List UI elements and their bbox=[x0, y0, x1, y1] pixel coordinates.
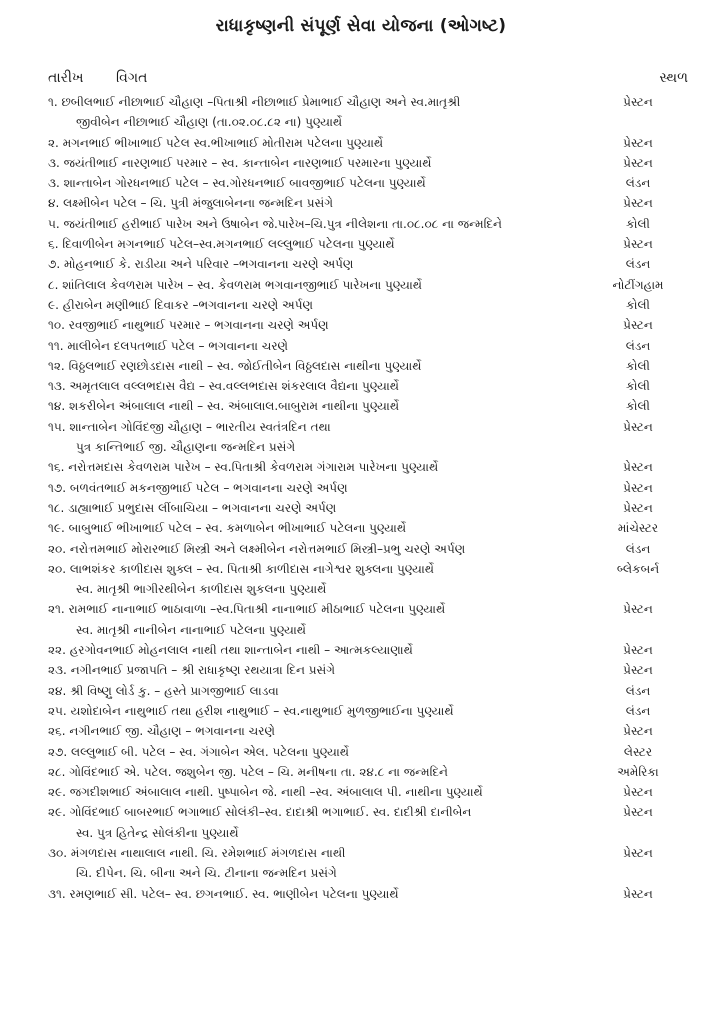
entry-number: ૩૦. bbox=[48, 845, 68, 860]
entry-text: શાન્તાબેન ગોવિંદજી ચૌહાણ – ભારતીય સ્વતંત્રદિન તથા bbox=[69, 419, 331, 434]
entry-place: પ્રેસ્ટન bbox=[623, 155, 653, 170]
entry-number: ૧૩. bbox=[48, 379, 66, 394]
entry-number: ૨૩. bbox=[48, 663, 67, 678]
entry-place: પ્રેસ્ટન bbox=[623, 196, 653, 211]
entry-place: પ્રેસ્ટન bbox=[623, 602, 653, 617]
entry-text: રમણભાઈ સી. પટેલ– સ્વ. છગનભાઈ. સ્વ. ભાણીબેન પટેલના પુણ્યાર્થે bbox=[69, 886, 399, 901]
entry-text: બળવંતભાઈ મકનજીભાઈ પટેલ – ભગવાનના ચરણે અર્પણ bbox=[69, 480, 348, 495]
entry-text: બાબુભાઈ ભીખાભાઈ પટેલ – સ્વ. કમળાબેન ભીખાભાઈ પટેલના પુણ્યાર્થે bbox=[68, 521, 407, 536]
list-item bbox=[48, 660, 688, 680]
entry-continuation: ચિ. દીપેન. ચિ. બીના અને ચિ. ટીનાના જન્મદિન પ્રસંગે bbox=[76, 866, 337, 881]
list-item bbox=[48, 762, 688, 782]
entry-number: ૮. bbox=[48, 277, 59, 292]
list-item bbox=[48, 193, 688, 213]
list-item bbox=[48, 599, 688, 640]
list-item bbox=[48, 376, 688, 396]
entry-number: ૪. bbox=[48, 196, 60, 211]
entry-number: ૨૬. bbox=[48, 724, 66, 739]
entry-place: પ્રેસ્ટન bbox=[623, 500, 653, 515]
list-item bbox=[48, 295, 688, 315]
table-header bbox=[48, 70, 688, 90]
entry-place: પ્રેસ્ટન bbox=[623, 845, 653, 860]
list-item bbox=[48, 782, 688, 802]
list-item bbox=[48, 701, 688, 721]
entry-text: જગદીશભાઈ અંબાલાલ નાથી. પુષ્પાબેન જે. નાથી –સ્વ. અંબાલાલ પી. નાથીના પુણ્યાર્થે bbox=[69, 785, 483, 800]
entry-text: મંગળદાસ નાથાલાલ નાથી. ચિ. રમેશભાઈ મંગળદાસ નાથી bbox=[70, 845, 346, 860]
entry-text: લાભશંકર કાળીદાસ શુક્લ – સ્વ. પિતાશ્રી કાળીદાસ નાગેશ્વર શુક્લના પુણ્યાર્થે bbox=[69, 561, 434, 576]
entry-text: વિઠ્ઠલભાઈ રણછોડદાસ નાથી – સ્વ. જોઈતીબેન વિઠ્ઠલદાસ નાથીના પુણ્યાર્થે bbox=[68, 358, 422, 373]
entry-number: ૭. bbox=[48, 257, 61, 272]
list-item bbox=[48, 396, 688, 416]
entry-text: હરગોવનભાઈ મોહનલાલ નાથી તથા શાન્તાબેન નાથી – આત્મકલ્યાણાર્થે bbox=[69, 643, 413, 658]
header-detail: વિગત bbox=[116, 70, 148, 86]
list-item bbox=[48, 254, 688, 274]
entry-number: ૧૦. bbox=[48, 318, 65, 333]
entry-number: ૧. bbox=[48, 95, 58, 109]
list-item bbox=[48, 518, 688, 538]
entry-text: શાન્તાબેન ગોરધનભાઈ પટેલ – સ્વ.ગોરધનભાઈ બાવજીભાઈ પટેલના પુણ્યાર્થે bbox=[63, 176, 426, 191]
entry-place: કોલી bbox=[626, 358, 650, 373]
entry-text: ગોવિંદભાઈ એ. પટેલ. જશુબેન જી. પટેલ – ચિ. મનીષના તા. ૨૪.૮ ના જન્મદિને bbox=[69, 764, 448, 779]
list-item bbox=[48, 234, 688, 254]
entry-place: પ્રેસ્ટન bbox=[623, 886, 653, 901]
entry-text: ડાહ્યાભાઈ પ્રભુદાસ લીંબાચિયા – ભગવાનના ચરણે અર્પણ bbox=[68, 500, 337, 515]
entry-place: પ્રેસ્ટન bbox=[623, 95, 653, 109]
entry-number: ૩. bbox=[48, 155, 60, 170]
entry-text: માલીબેન દલપતભાઈ પટેલ – ભગવાનના ચરણે bbox=[67, 338, 289, 353]
entry-text: નરોત્તમભાઈ મોરારભાઈ મિસ્ત્રી અને લક્ષ્મીબેન નરોત્તમભાઈ મિસ્ત્રી–પ્રભુ ચરણે અર્પણ bbox=[69, 541, 466, 556]
entry-number: ૨૦. bbox=[48, 561, 67, 576]
entry-text: છબીલભાઈ નીછાભાઈ ચૌહાણ –પિતાશ્રી નીછાભાઈ પ્રેમાભાઈ ચૌહાણ અને સ્વ.માતૃશ્રી bbox=[61, 95, 461, 109]
entry-text: મગનભાઈ ભીખાભાઈ પટેલ સ્વ.ભીખાભાઈ મોતીરામ પટેલના પુણ્યાર્થે bbox=[62, 135, 384, 150]
entry-number: ૧૧. bbox=[48, 338, 64, 353]
entry-place: પ્રેસ્ટન bbox=[623, 724, 653, 739]
entry-number: ૧૪. bbox=[48, 399, 66, 414]
list-item bbox=[48, 336, 688, 356]
entry-place: લંડન bbox=[625, 541, 651, 556]
list-item bbox=[48, 133, 688, 153]
entry-place: કોલી bbox=[626, 297, 650, 312]
entry-number: ૬. bbox=[48, 237, 59, 252]
list-item bbox=[48, 275, 688, 295]
entry-continuation: જીવીબેન નીછાભાઈ ચૌહાણ (તા.૦૨.૦૮.૮૨ ના) પુણ્યાર્થે bbox=[76, 115, 343, 130]
list-item bbox=[48, 884, 688, 904]
entry-text: રવજીભાઈ નાથુભાઈ પરમાર – ભગવાનના ચરણે અર્પણ bbox=[68, 318, 329, 333]
entry-place: પ્રેસ્ટન bbox=[623, 460, 653, 475]
entry-number: ૨૭. bbox=[48, 744, 68, 759]
entry-place: લેસ્ટર bbox=[623, 744, 653, 759]
list-item bbox=[48, 92, 688, 133]
entry-place: પ્રેસ્ટન bbox=[623, 237, 653, 252]
list-item bbox=[48, 681, 688, 701]
entry-text: દિવાળીબેન મગનભાઈ પટેલ–સ્વ.મગનભાઈ લલ્લુભાઈ પટેલના પુણ્યાર્થે bbox=[62, 237, 395, 252]
list-item bbox=[48, 802, 688, 843]
entry-place: લંડન bbox=[625, 257, 651, 272]
page-title: રાધાકૃષ્ણની સંપૂર્ણ સેવા યોજના (ઓગષ્ટ) bbox=[215, 16, 507, 36]
entry-text: મોહનભાઈ કે. રાડીયા અને પરિવાર –ભગવાનના ચરણે અર્પણ bbox=[63, 257, 354, 272]
list-item bbox=[48, 843, 688, 884]
header-date: તારીખ bbox=[48, 70, 84, 86]
entry-continuation: સ્વ. પુત્ર હિતેન્દ્ર સોલંકીના પુણ્યાર્થે bbox=[76, 825, 239, 840]
entry-continuation: સ્વ. માતૃશ્રી ભાગીરથીબેન કાળીદાસ શુકલના પુણ્યાર્થે bbox=[76, 582, 327, 597]
entry-place: કોલી bbox=[626, 216, 650, 231]
list-item bbox=[48, 478, 688, 498]
list-item bbox=[48, 640, 688, 660]
list-item bbox=[48, 457, 688, 477]
entry-number: ૨૨. bbox=[48, 643, 66, 658]
list-item bbox=[48, 742, 688, 762]
list-item bbox=[48, 721, 688, 741]
entry-place: પ્રેસ્ટન bbox=[623, 805, 653, 820]
list-item bbox=[48, 214, 688, 234]
entry-number: ૧૭. bbox=[48, 480, 67, 495]
list-item bbox=[48, 539, 688, 559]
entry-text: નગીનભાઈ જી. ચૌહાણ – ભગવાનના ચરણે bbox=[69, 724, 275, 739]
entry-place: કોલી bbox=[626, 379, 650, 394]
entry-number: ૨. bbox=[48, 135, 59, 150]
entry-place: અમેરિકા bbox=[617, 764, 659, 779]
entry-place: લંડન bbox=[625, 683, 651, 698]
entry-number: ૧૬. bbox=[48, 460, 65, 475]
entry-place: પ્રેસ્ટન bbox=[623, 643, 653, 658]
entry-text: યશોદાબેન નાથુભાઈ તથા હરીશ નાથુભાઈ – સ્વ.નાથુભાઈ મુળજીભાઈના પુણ્યાર્થે bbox=[70, 703, 454, 718]
entry-number: ૧૯. bbox=[48, 521, 65, 536]
entry-number: ૧૮. bbox=[48, 500, 65, 515]
list-item bbox=[48, 356, 688, 376]
entry-number: ૯. bbox=[48, 297, 59, 312]
entry-number: ૩. bbox=[48, 176, 60, 191]
entry-text: શાંતિલાલ કેવળરામ પારેખ – સ્વ. કેવળરામ ભગવાનજીભાઈ પારેખના પુણ્યાર્થે bbox=[62, 277, 423, 292]
list-item bbox=[48, 417, 688, 458]
entry-place: બ્લેકબર્ન bbox=[616, 561, 660, 576]
entry-text: જયંતીભાઈ નારણભાઈ પરમાર – સ્વ. કાન્તાબેન નારણભાઈ પરમારના પુણ્યાર્થે bbox=[63, 155, 432, 170]
entry-text: નગીનભાઈ પ્રજાપતિ – શ્રી રાધાકૃષ્ણ રથયાત્રા દિન પ્રસંગે bbox=[70, 663, 335, 678]
entry-text: શ્રી વિષ્ણુ લોર્ડ કુ. – હસ્તે પ્રાગજીભાઈ લાડવા bbox=[70, 683, 279, 698]
header-place: સ્થળ bbox=[659, 70, 688, 86]
entry-number: ૫. bbox=[48, 216, 60, 231]
list-item bbox=[48, 559, 688, 600]
entry-text: લક્ષ્મીબેન પટેલ – ચિ. પુત્રી મંજુલાબેનના જન્મદિન પ્રસંગે bbox=[63, 196, 334, 211]
entry-text: શકરીબેન અંબાલાલ નાથી – સ્વ. અંબાલાલ.બાબુરામ નાથીના પુણ્યાર્થે bbox=[68, 399, 400, 414]
entry-place: પ્રેસ્ટન bbox=[623, 663, 653, 678]
entry-number: ૨૪. bbox=[48, 683, 67, 698]
entry-place: પ્રેસ્ટન bbox=[623, 480, 653, 495]
entry-text: જયંતીભાઈ હરીભાઈ પારેખ અને ઉષાબેન જે.પારેખ–ચિ.પુત્ર નીલેશના તા.૦૮.૦૮ ના જન્મદિને bbox=[63, 216, 502, 231]
list-item bbox=[48, 173, 688, 193]
entry-continuation: સ્વ. માતૃશ્રી નાનીબેન નાનાભાઈ પટેલના પુણ્યાર્થે bbox=[76, 622, 306, 637]
entry-number: ૨૮. bbox=[48, 764, 66, 779]
entry-place: પ્રેસ્ટન bbox=[623, 785, 653, 800]
entry-number: ૩૧. bbox=[48, 886, 66, 901]
entry-number: ૨૯. bbox=[48, 805, 66, 820]
list-item bbox=[48, 498, 688, 518]
entry-place: કોલી bbox=[626, 399, 650, 414]
entry-continuation: પુત્ર કાન્તિભાઈ જી. ચૌહાણના જન્મદિન પ્રસંગે bbox=[76, 440, 296, 455]
entry-place: પ્રેસ્ટન bbox=[623, 318, 653, 333]
entry-text: લલ્લુભાઈ બી. પટેલ – સ્વ. ગંગાબેન એલ. પટેલના પુણ્યાર્થે bbox=[71, 744, 349, 759]
list-item bbox=[48, 153, 688, 173]
entry-text: અમૃતલાલ વલ્લભદાસ વૈદ્ય – સ્વ.વલ્લભદાસ શંકરલાલ વૈદ્યના પુણ્યાર્થે bbox=[69, 379, 399, 394]
entry-place: માંચેસ્ટર bbox=[617, 521, 659, 536]
entry-place: લંડન bbox=[625, 338, 651, 353]
entry-number: ૨૯. bbox=[48, 785, 66, 800]
entry-text: ગોવિંદભાઈ બાબરભાઈ ભગાભાઈ સોલંકી–સ્વ. દાદાશ્રી ભગાભાઈ. સ્વ. દાદીશ્રી દાનીબેન bbox=[69, 805, 472, 820]
entry-text: નરોત્તમદાસ કેવળરામ પારેખ – સ્વ.પિતાશ્રી કેવળરામ ગંગારામ પારેખના પુણ્યાર્થે bbox=[68, 460, 439, 475]
entry-place: પ્રેસ્ટન bbox=[623, 135, 653, 150]
entry-number: ૨૫. bbox=[48, 703, 67, 718]
entry-place: લંડન bbox=[625, 703, 651, 718]
entry-number: ૨૧. bbox=[48, 602, 65, 617]
entry-text: હીરાબેન મણીભાઈ દિવાકર –ભગવાનના ચરણે અર્પણ bbox=[62, 297, 313, 312]
entry-place: પ્રેસ્ટન bbox=[623, 419, 653, 434]
entry-place: લંડન bbox=[625, 176, 651, 191]
entry-number: ૨૦. bbox=[48, 541, 67, 556]
list-item bbox=[48, 315, 688, 335]
entry-list bbox=[48, 92, 688, 904]
entry-number: ૧૫. bbox=[48, 419, 66, 434]
entry-place: નોટીંગહામ bbox=[612, 277, 664, 292]
entry-number: ૧૨. bbox=[48, 358, 65, 373]
entry-text: રામભાઈ નાનાભાઈ ભાઠાવાળા –સ્વ.પિતાશ્રી નાનાભાઈ મીઠાભાઈ પટેલના પુણ્યાર્થે bbox=[68, 602, 446, 617]
